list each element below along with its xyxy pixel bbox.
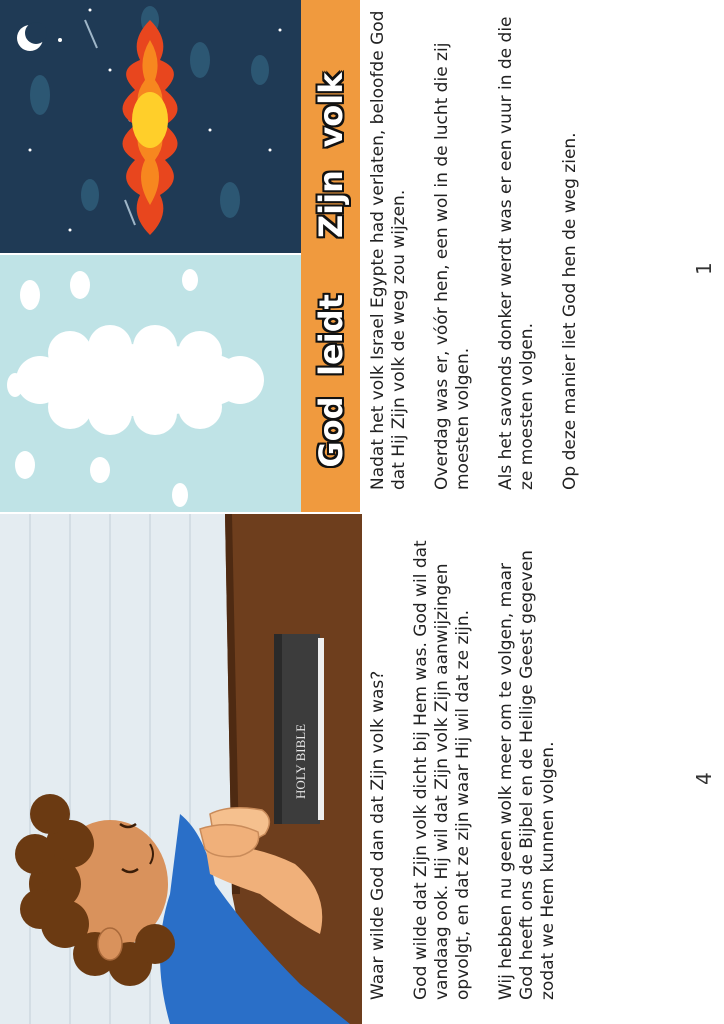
title-banner [301, 0, 360, 512]
page-number-left: 4 [692, 772, 716, 785]
page-left-paragraph-1: Waar wilde God dan dat Zijn volk was? [368, 670, 388, 1000]
bible-icon [274, 634, 324, 824]
page-right-text [368, 10, 603, 490]
page-left-paragraph-3: Wij hebben nu geen wolk meer om te volgen, maar God heeft ons de Bijbel en de Heilige Geest gegeven zodat we Hem kunnen volgen. [496, 550, 558, 1000]
page-right-paragraph-2: Overdag was er, vóór hen, een wol in de lucht die zij moesten volgen. [432, 42, 473, 490]
page-right-paragraph-1: Nadat het volk Israel Egypte had verlaten, beloofde God dat Hij Zijn volk de weg zou wijzen. [368, 10, 409, 490]
page-right-paragraph-3: Als het savonds donker werdt was er een vuur in de die ze moesten volgen. [496, 16, 537, 490]
title-word-3: Zijn [311, 170, 350, 238]
bible-label: HOLY BIBLE [293, 723, 308, 799]
fire-pillar-illustration [0, 0, 301, 253]
title-word-4: volk [311, 72, 350, 148]
page-right-paragraph-4: Op deze manier liet God hen de weg zien. [560, 132, 580, 490]
page-left-paragraph-2: God wilde dat Zijn volk dicht bij Hem was. God wil dat vandaag ook. Hij wil dat Zijn volk Zijn aanwijzingen opvolgt, en dat ze zijn waar Hij wil dat ze zijn. [411, 540, 473, 1000]
praying-boy-illustration [0, 514, 362, 1024]
cloud-pillar-illustration [0, 255, 301, 512]
title-word-2: leidt [311, 294, 350, 376]
page-number-right: 1 [692, 262, 716, 275]
page-left-text [368, 530, 581, 1000]
title-word-1: God [311, 396, 350, 468]
